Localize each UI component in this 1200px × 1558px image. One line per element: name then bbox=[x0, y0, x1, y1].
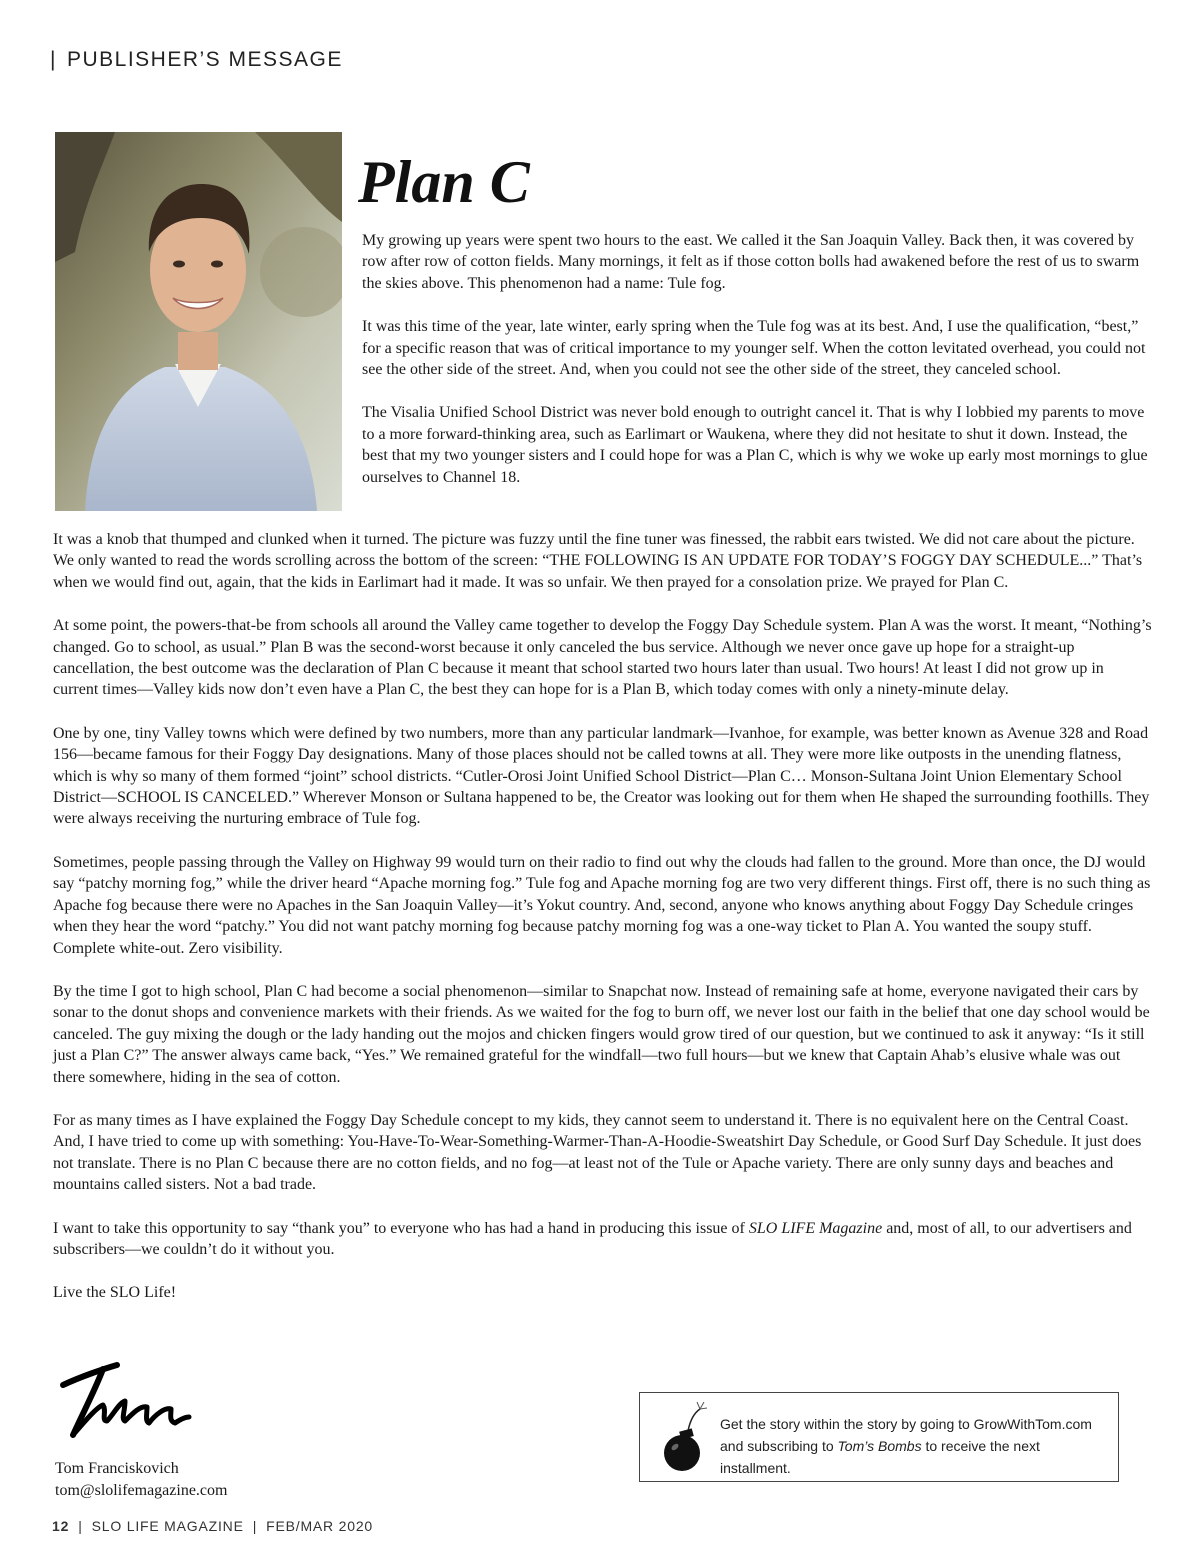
paragraph: Sometimes, people passing through the Valley on Highway 99 would turn on their radio to find out why the clouds had fallen to the ground. More than once, the DJ would say “patchy morning fog,” while the driver heard “Apache morning fog.” Tule fog and Apache morning fog are two very different things. First off, there is no such thing as Apache fog because there were no Apaches in the San Joaquin Valley—it’s Yokut country. And, second, anyone who knows anything about Foggy Day Schedule cringes when they hear the word “patchy.” You did not want patchy morning fog because patchy morning fog was a one-way ticket to Plan A. You wanted the soupy stuff. Complete white-out. Zero visibility. bbox=[53, 853, 1151, 957]
publication-name: SLO LIFE MAGAZINE bbox=[91, 1518, 244, 1534]
promo-text bbox=[720, 1413, 1105, 1479]
signature-image bbox=[55, 1355, 205, 1445]
footer-separator: | bbox=[252, 1518, 258, 1534]
promo-box bbox=[639, 1392, 1119, 1482]
bomb-icon bbox=[660, 1397, 710, 1477]
thanks-text: I want to take this opportunity to say “thank you” to everyone who has had a hand in producing this issue of bbox=[53, 1219, 749, 1237]
section-header bbox=[50, 48, 343, 72]
intro-text bbox=[362, 230, 1152, 510]
magazine-name: SLO LIFE Magazine bbox=[748, 1219, 883, 1237]
author-photo bbox=[55, 132, 342, 511]
paragraph: My growing up years were spent two hours to the east. We called it the San Joaquin Valley. Back then, it was covered by row after row of cotton fields. Many mornings, it felt as if those cotton bolls had awakened before the rest of us to swarm the skies above. This phenomenon had a name: Tule fog. bbox=[362, 232, 1140, 292]
paragraph: At some point, the powers-that-be from schools all around the Valley came together to develop the Foggy Day Schedule system. Plan A was the worst. It meant, “Nothing’s changed. Go to school, as usual.” Plan B was the second-worst because it only canceled the bus service. Although we never once gave up hope for a straight-up cancellation, the best outcome was the declaration of Plan C because it meant that school started two hours later than usual. Two hours! At least I did not grow up in current times—Valley kids now don’t even have a Plan C, the best they can hope for is a Plan B, which today comes with only a ninety-minute delay. bbox=[53, 617, 1152, 699]
header-separator: | bbox=[50, 48, 57, 71]
promo-text-end: to receive the next installment. bbox=[720, 1438, 1040, 1476]
paragraph: It was a knob that thumped and clunked when it turned. The picture was fuzzy until the fine tuner was finessed, the rabbit ears twisted. We did not care about the picture. We only wanted to read the words scrolling across the bottom of the screen: “THE FOLLOWING IS AN UPDATE FOR TODAY’S FOGGY DAY SCHEDULE...” That’s when we would find out, again, that the kids in Earlimart had it made. It was so unfair. We then prayed for a consolation prize. We prayed for Plan C. bbox=[53, 531, 1143, 591]
author-name: Tom Franciskovich bbox=[55, 1460, 179, 1477]
paragraph: One by one, tiny Valley towns which were defined by two numbers, more than any particular landmark—Ivanhoe, for example, was better known as Avenue 328 and Road 156—became famous for their Foggy Day designations. Many of those places should not be called towns at all. They were more like outposts in the unending flatness, which is why so many of them formed “joint” school districts. “Cutler-Orosi Joint Unified School District—Plan C… Monson-Sultana Joint Union Elementary School District—SCHOOL IS CANCELED.” Wherever Monson or Sultana happened to be, the Creator was looking out for them when He shaped the surrounding foothills. They were always receiving the nurturing embrace of Tule fog. bbox=[53, 724, 1150, 828]
thanks-paragraph bbox=[53, 1218, 1153, 1261]
bomb-graphic bbox=[660, 1397, 710, 1477]
author-email: tom@slolifemagazine.com bbox=[55, 1482, 228, 1499]
thanks-text-end: and, most of all, to our advertisers and subscribers—we couldn’t do it without you. bbox=[53, 1219, 1132, 1258]
article-title: Plan C bbox=[358, 149, 530, 215]
author-photo-illustration bbox=[55, 132, 342, 511]
footer-separator: | bbox=[78, 1518, 83, 1534]
section-title: PUBLISHER’S MESSAGE bbox=[66, 48, 343, 71]
paragraph: For as many times as I have explained the Foggy Day Schedule concept to my kids, they cannot seem to understand it. There is no equivalent here on the Central Coast. And, I have tried to come up with something: You-Have-To-Wear-Something-Warmer-Than-A-Hoodie-Sweatshirt Day Schedule, or Good Surf Day Schedule. It just does not translate. There is no Plan C because there are no cotton fields, and no fog—at least not of the Tule or Apache variety. There are only sunny days and beaches and mountains called sisters. Not a bad trade. bbox=[53, 1111, 1142, 1194]
page-number: 12 bbox=[52, 1518, 70, 1534]
signature bbox=[55, 1355, 205, 1445]
paragraph: The Visalia Unified School District was never bold enough to outright cancel it. That is why I lobbied my parents to move to a more forward-thinking area, such as Earlimart or Waukena, where they did not hesitate to shut it down. Instead, the best that my two younger sisters and I could hope for was a Plan C, which is why we woke up early most mornings to glue ourselves to Channel 18. bbox=[362, 404, 1148, 486]
page-footer bbox=[52, 1518, 373, 1534]
signoff: Live the SLO Life! bbox=[53, 1284, 177, 1302]
paragraph: By the time I got to high school, Plan C had become a social phenomenon—similar to Snapchat now. Instead of remaining safe at home, everyone navigated their cars by sonar to the donut shops and convenience markets with their friends. As we waited for the fog to burn off, we never lost our faith in the belief that one day school would be canceled. The guy mixing the dough or the lady handing out the mojos and chicken fingers would grow tired of our question, but we continued to ask it anyway: “Is it still just a Plan C?” The answer always came back, “Yes.” We remained grateful for the windfall—two full hours—but we knew that Captain Ahab’s elusive whale was out there somewhere, hiding in the sea of cotton. bbox=[53, 982, 1150, 1086]
issue-date: FEB/MAR 2020 bbox=[266, 1518, 374, 1534]
newsletter-name: Tom’s Bombs bbox=[837, 1438, 922, 1454]
paragraph: It was this time of the year, late winter, early spring when the Tule fog was at its best. And, I use the qualification, “best,” for a specific reason that was of critical importance to my younger self. When the cotton levitated overhead, you could not see the other side of the street. And, when you could not see the other side of the street, they canceled school. bbox=[362, 318, 1146, 379]
promo-text-start: Get the story within the story by going to GrowWithTom.com and subscribing to bbox=[720, 1416, 1092, 1454]
main-text bbox=[53, 529, 1153, 1326]
